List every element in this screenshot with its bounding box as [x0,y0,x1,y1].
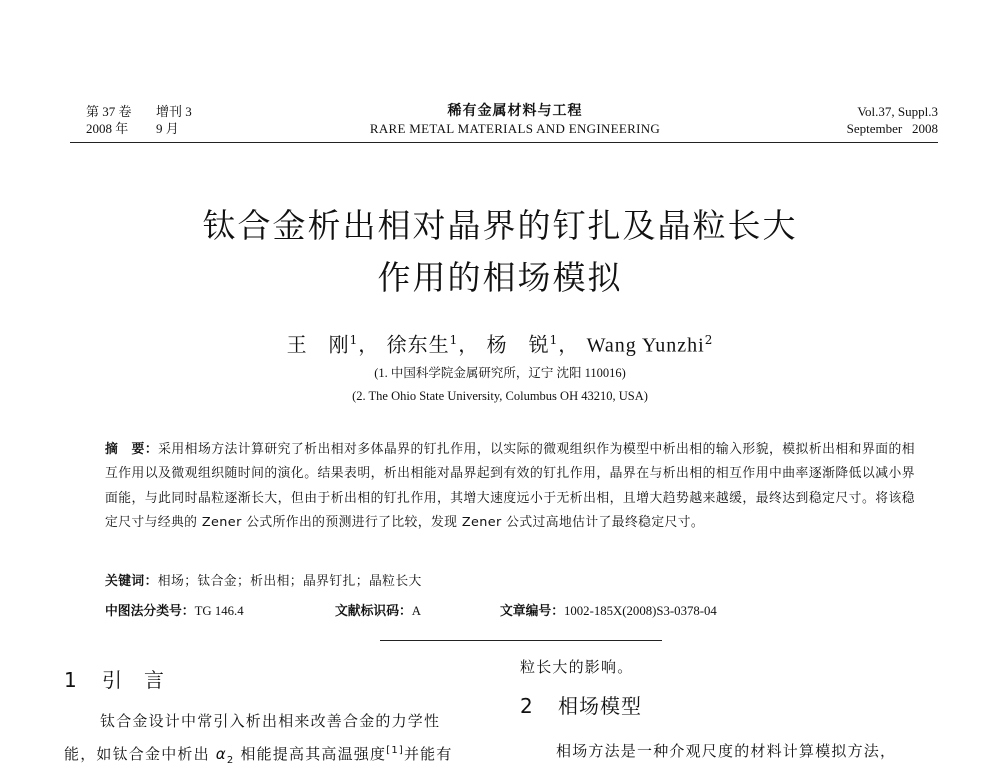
affiliation-2: (2. The Ohio State University, Columbus OH 43210, USA) [352,389,648,403]
author-sep: ， [358,332,380,357]
doc-code-value: A [411,604,422,618]
abstract [105,438,915,536]
text-span: 相能提高其高温强度 [234,745,387,763]
abstract-separator [380,640,662,641]
text-span: 并能有 [403,745,453,763]
section-2-title: 相场模型 [558,694,642,718]
article-number-label: 文章编号： [500,604,564,619]
author-3-affil: 1 [549,333,559,347]
keywords-text: 相场；钛合金；析出相；晶界钉扎；晶粒长大 [157,574,422,589]
author-1: 王 刚 [286,332,350,357]
title-line-1: 钛合金析出相对晶界的钉扎及晶粒长大 [202,206,798,245]
header-right [847,103,938,137]
author-4: Wang Yunzhi [586,334,705,357]
header-left [86,103,192,137]
clc-value: TG 146.4 [194,604,244,618]
abstract-label: 摘 要： [105,442,159,457]
header-rule [70,142,938,143]
section-1-title: 引 言 [102,668,165,692]
paragraph-line [64,736,494,776]
article-number-value: 1002-185X(2008)S3-0378-04 [563,604,717,618]
affiliation-1: (1. 中国科学院金属研究所，辽宁 沈阳 110016) [374,366,626,380]
journal-title-cn: 稀有金属材料与工程 [447,103,583,119]
classification-line [105,600,905,619]
keywords-label: 关键词： [105,574,158,589]
author-2: 徐东生 [386,332,450,357]
author-list [100,326,900,360]
abstract-text: 采用相场方法计算研究了析出相对多体晶界的钉扎作用，以实际的微观组织作为模型中析出相的输入形貌，模拟析出相和界面的相互作用以及微观组织随时间的演化。结果表明，析出相能对晶界起到有效的钉扎作用，晶界在与析出相的相互作用中曲率逐渐降低以减小界面能，与此同时晶粒逐渐长大，但由于析出相的钉扎作用，其增大速度远小于无析出相，且增大趋势越来越缓，最终达到稳定尺寸。将该稳定尺寸与经典的 Zener 公式所作出的预测进行了比较，发现 Zener 公式过高地估计了最终稳定尺寸。 [105,442,915,531]
section-1-number: 1 [64,668,78,692]
header-center [300,103,730,137]
author-sep: ， [558,332,580,357]
title-line-2: 作用的相场模拟 [377,258,623,297]
section-2-number: 2 [520,694,534,718]
section-1-heading [64,664,165,693]
author-sep: ， [458,332,480,357]
article-title [100,200,900,304]
author-4-affil: 2 [704,333,714,347]
citation-ref: [1] [386,745,404,756]
text-span: 能，如钛合金中析出 [64,745,216,763]
alpha-subscript: 2 [226,755,235,766]
right-column-continuation: 粒长大的影响。 [520,658,634,676]
section-2-heading [520,690,642,719]
alpha-symbol: α [215,745,227,763]
paragraph-line: 钛合金设计中常引入析出相来改善合金的力学性 [100,712,441,730]
supplement-label: 增刊 3 [156,104,192,119]
section-2-paragraph-line: 相场方法是一种介观尺度的材料计算模拟方法， [556,742,897,760]
volume-label: 第 37 卷 [86,104,132,119]
date-en: September 2008 [846,121,938,136]
journal-title-en: RARE METAL MATERIALS AND ENGINEERING [369,121,661,136]
section-1-paragraph [64,706,494,776]
keywords [105,570,422,589]
doc-code-label: 文献标识码： [335,604,412,619]
clc-label: 中图法分类号： [105,604,195,619]
year-label: 2008 年 [86,121,129,136]
author-1-affil: 1 [349,333,359,347]
month-label: 9 月 [156,121,179,136]
author-2-affil: 1 [449,333,459,347]
author-3: 杨 锐 [486,332,550,357]
volume-supplement-en: Vol.37, Suppl.3 [857,104,938,119]
